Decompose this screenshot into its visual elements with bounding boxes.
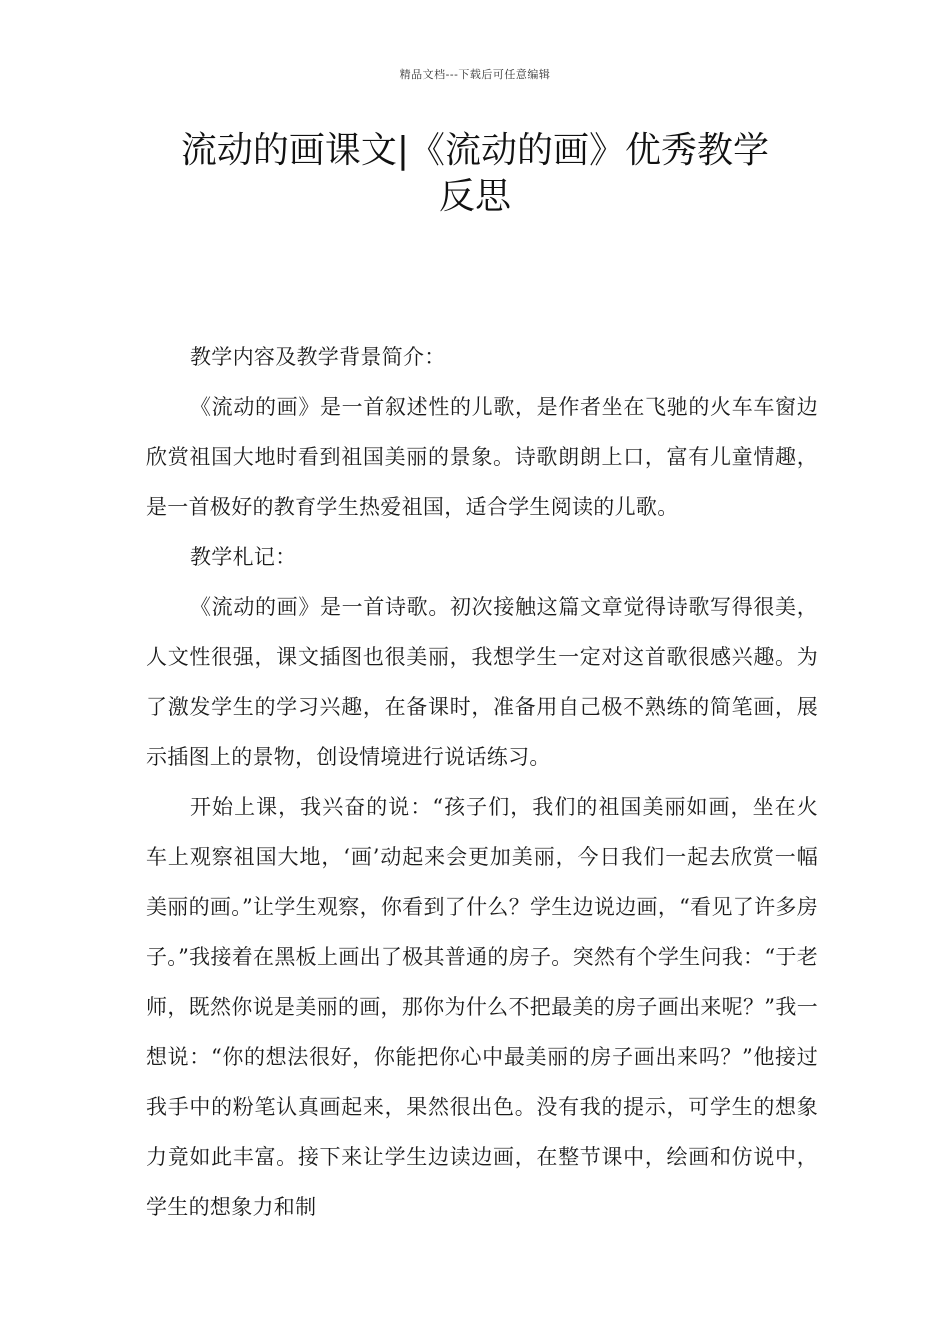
title-line-1: 流动的画课文|《流动的画》优秀教学	[180, 130, 770, 171]
paragraph-intro: 《流动的画》是一首叙述性的儿歌，是作者坐在飞驰的火车车窗边欣赏祖国大地时看到祖国美丽的景象。诗歌朗朗上口，富有儿童情趣，是一首极好的教育学生热爱祖国，适合学生阅读的儿歌。	[146, 395, 818, 519]
document-body	[146, 332, 818, 1232]
title-line-2: 反思	[438, 176, 511, 217]
paragraph-notes: 《流动的画》是一首诗歌。初次接触这篇文章觉得诗歌写得很美，人文性很强，课文插图也很美丽，我想学生一定对这首歌很感兴趣。为了激发学生的学习兴趣，在备课时，准备用自己极不熟练的简笔画，展示插图上的景物，创设情境进行说话练习。	[146, 595, 818, 769]
document-title	[120, 128, 830, 220]
paragraph-notes-heading: 教学札记：	[190, 545, 297, 569]
paragraph-lesson: 开始上课，我兴奋的说：“孩子们，我们的祖国美丽如画，坐在火车上观察祖国大地，‘画’动起来会更加美丽，今日我们一起去欣赏一幅美丽的画。”让学生观察，你看到了什么？学生边说边画，“看见了许多房子。”我接着在黑板上画出了极其普通的房子。突然有个学生问我：“于老师，既然你说是美丽的画，那你为什么不把最美的房子画出来呢？”我一想说：“你的想法很好，你能把你心中最美丽的房子画出来吗？”他接过我手中的粉笔认真画起来，果然很出色。没有我的提示，可学生的想象力竟如此丰富。接下来让学生边读边画，在整节课中，绘画和仿说中，学生的想象力和制	[146, 795, 818, 1219]
header-note: 精品文档---下载后可任意编辑	[399, 68, 551, 81]
paragraph-intro-heading: 教学内容及教学背景简介：	[190, 345, 446, 369]
